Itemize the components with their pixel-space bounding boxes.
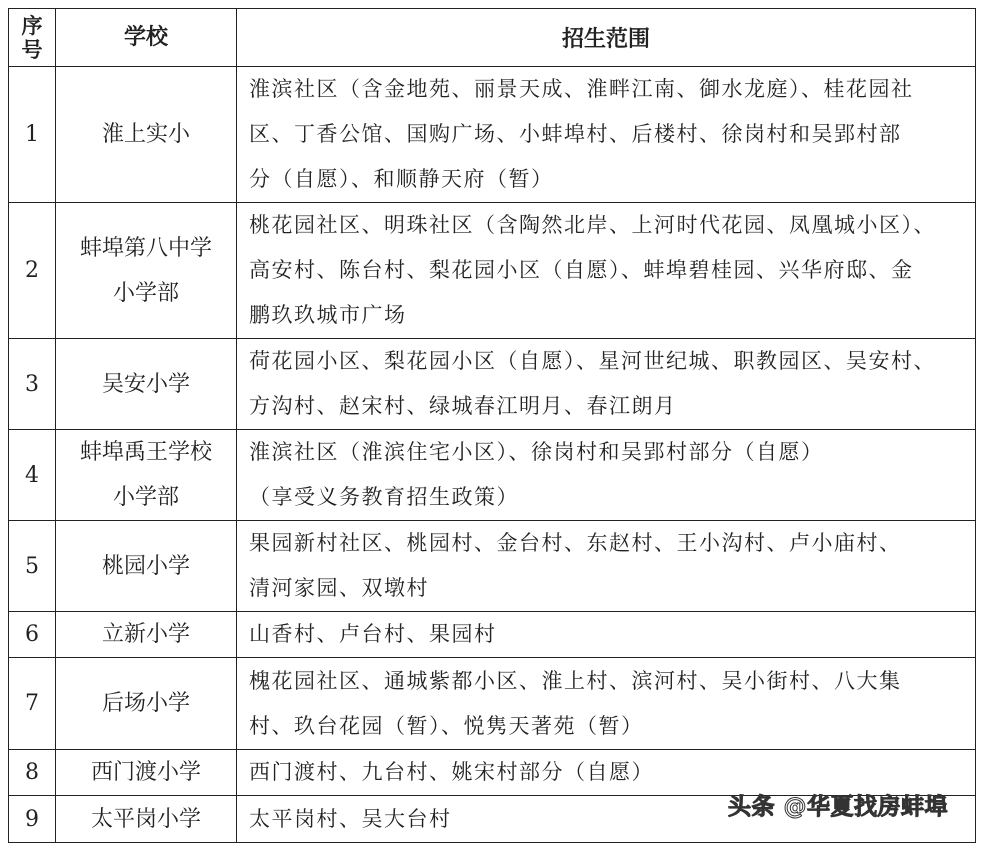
range-line: 山香村、卢台村、果园村	[249, 622, 497, 646]
range-line: 果园新村社区、桃园村、金台村、东赵村、王小沟村、卢小庙村、	[249, 531, 902, 555]
table-row	[9, 203, 976, 339]
school-name-line: 太平岗小学	[90, 806, 201, 832]
row-number: 5	[9, 521, 56, 612]
range-line: 淮滨社区（含金地苑、丽景天成、淮畔江南、御水龙庭）、桂花园社	[249, 77, 914, 101]
row-number: 6	[9, 612, 56, 658]
school-name-line: 西门渡小学	[90, 760, 201, 785]
row-number: 3	[9, 339, 56, 430]
enrollment-range	[237, 203, 976, 339]
school-name	[56, 67, 237, 203]
header-row	[9, 9, 976, 67]
range-line: 分（自愿）、和顺静天府（暂）	[249, 167, 554, 191]
range-line: 荷花园小区、梨花园小区（自愿）、星河世纪城、职教园区、吴安村、	[249, 349, 936, 373]
row-number: 2	[9, 203, 56, 339]
school-name-line: 桃园小学	[101, 553, 190, 579]
school-name-line: 淮上实小	[101, 122, 190, 147]
range-line: 方沟村、赵宋村、绿城春江明月、春江朗月	[249, 394, 677, 418]
school-name-line: 小学部	[112, 280, 179, 306]
header-no-line: 序	[21, 12, 43, 38]
range-line: 太平岗村、吴大台村	[249, 806, 452, 831]
range-line: 高安村、陈台村、梨花园小区（自愿）、蚌埠碧桂园、兴华府邸、金	[249, 258, 914, 282]
range-line: 槐花园社区、通城紫都小区、淮上村、滨河村、吴小街村、八大集	[249, 668, 902, 693]
school-name	[56, 339, 237, 430]
enrollment-range	[237, 658, 976, 750]
enrollment-range	[237, 430, 976, 521]
enrollment-range	[237, 521, 976, 612]
school-name	[56, 521, 237, 612]
table-row	[9, 67, 976, 203]
range-line: 村、玖台花园（暂）、悦隽天著苑（暂）	[249, 713, 644, 738]
school-name	[56, 612, 237, 658]
enrollment-range	[237, 339, 976, 430]
enrollment-range	[237, 612, 976, 658]
school-name-line: 小学部	[112, 485, 179, 510]
school-name-line: 后场小学	[101, 691, 190, 716]
enrollment-range	[237, 67, 976, 203]
range-line: 西门渡村、九台村、姚宋村部分（自愿）	[249, 760, 654, 784]
school-name	[56, 658, 237, 750]
table-row	[9, 339, 976, 430]
table-row	[9, 612, 976, 658]
table-row	[9, 658, 976, 750]
range-line: （享受义务教育招生政策）	[249, 485, 519, 509]
table-row	[9, 430, 976, 521]
header-school: 学校	[56, 9, 237, 67]
watermark: 头条 @华夏找房蚌埠	[728, 794, 949, 820]
range-line: 鹏玖玖城市广场	[249, 303, 407, 327]
school-name	[56, 750, 237, 796]
school-name-line: 吴安小学	[101, 371, 190, 397]
header-range: 招生范围	[237, 9, 976, 67]
header-no	[9, 9, 56, 67]
range-line: 区、丁香公馆、国购广场、小蚌埠村、后楼村、徐岗村和吴郢村部	[249, 122, 902, 146]
range-line: 清河家园、双墩村	[249, 576, 429, 600]
range-line: 淮滨社区（淮滨住宅小区）、徐岗村和吴郢村部分（自愿）	[249, 440, 824, 464]
row-number: 7	[9, 658, 56, 750]
school-name-line: 立新小学	[101, 622, 190, 647]
school-name	[56, 203, 237, 339]
row-number: 1	[9, 67, 56, 203]
range-line: 桃花园社区、明珠社区（含陶然北岸、上河时代花园、凤凰城小区）、	[249, 213, 936, 237]
school-name	[56, 796, 237, 843]
row-number: 4	[9, 430, 56, 521]
row-number: 8	[9, 750, 56, 796]
row-number: 9	[9, 796, 56, 843]
school-name	[56, 430, 237, 521]
enrollment-table	[8, 8, 976, 843]
school-name-line: 蚌埠禹王学校	[79, 440, 212, 465]
header-no-line: 号	[21, 36, 43, 62]
table-row	[9, 521, 976, 612]
school-name-line: 蚌埠第八中学	[79, 235, 212, 261]
